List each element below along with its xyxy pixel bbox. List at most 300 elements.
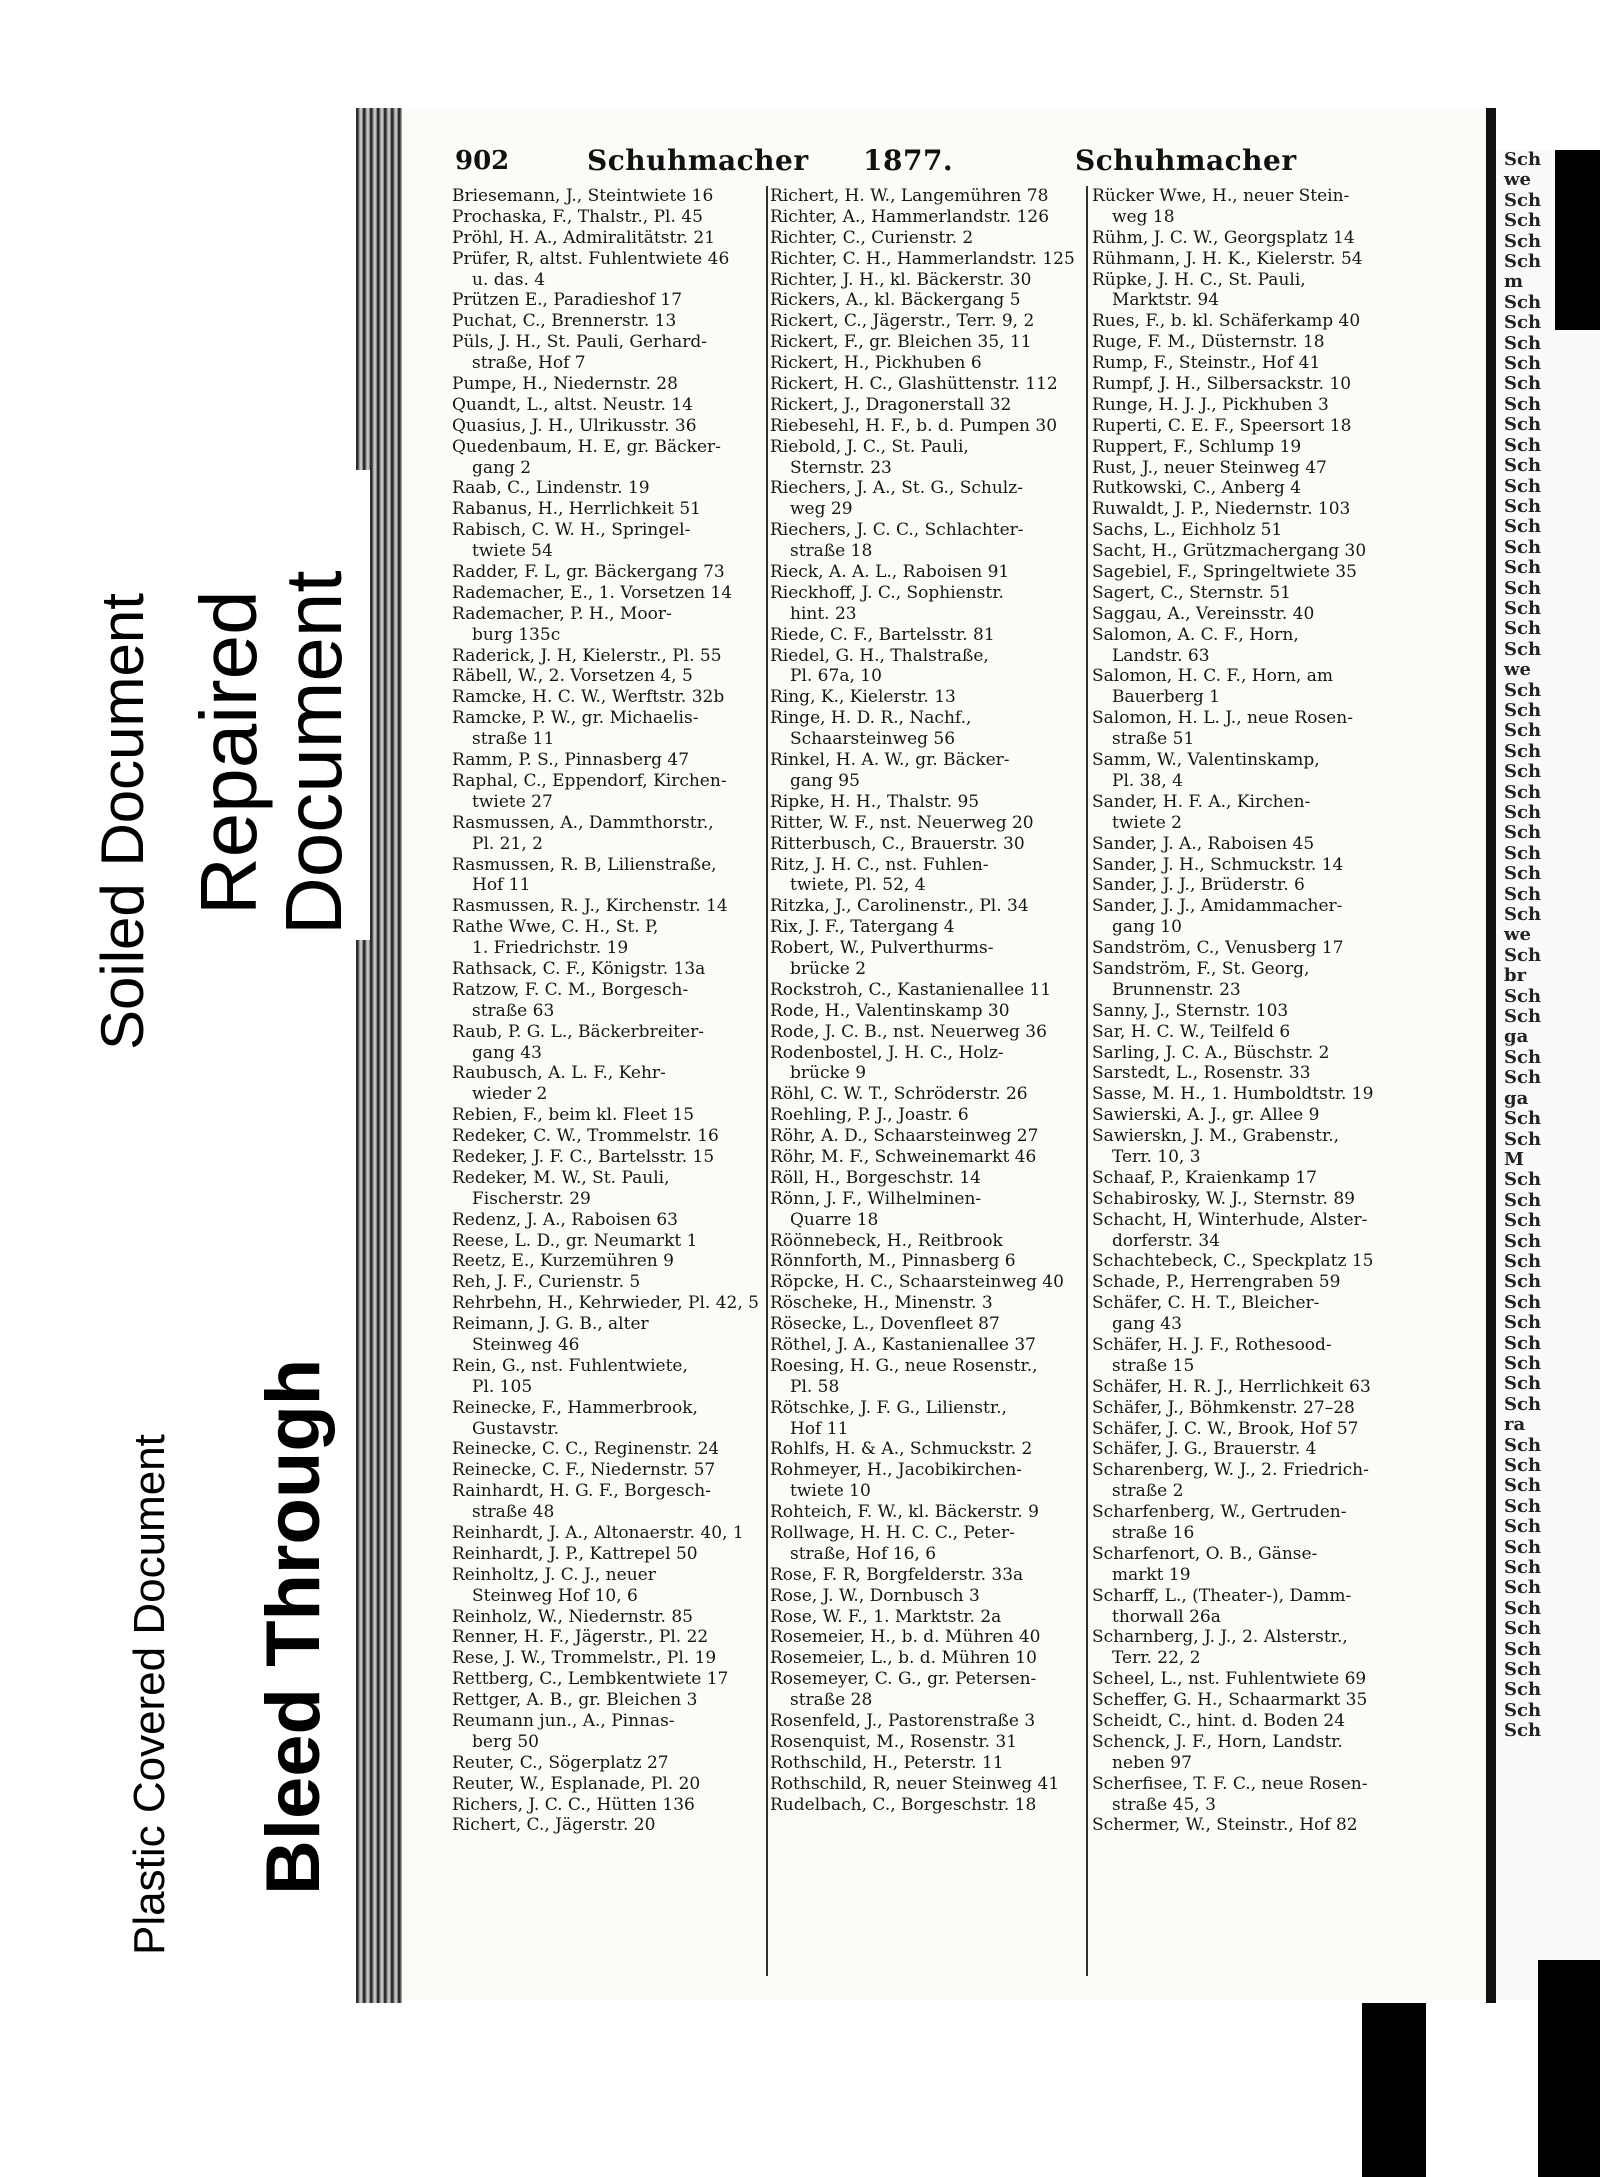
directory-entry: Sasse, M. H., 1. Humboldtstr. 19 — [1092, 1084, 1374, 1105]
next-page-fragment: M — [1504, 1148, 1524, 1170]
directory-entry: Rust, J., neuer Steinweg 47 — [1092, 457, 1327, 478]
directory-entry: Rickert, F., gr. Bleichen 35, 11 — [770, 332, 1032, 353]
black-tab-bottom-right — [1538, 1960, 1600, 2177]
directory-entry: Raphal, C., Eppendorf, Kirchen- — [452, 770, 727, 791]
directory-entry: Röhr, M. F., Schweinemarkt 46 — [770, 1146, 1037, 1167]
directory-entry: Salomon, A. C. F., Horn, — [1092, 624, 1299, 645]
directory-entry: Ritz, J. H. C., nst. Fuhlen- — [770, 854, 989, 875]
directory-entry: Rickert, H. C., Glashüttenstr. 112 — [770, 374, 1058, 395]
next-page-fragment: Sch — [1504, 1577, 1542, 1599]
directory-entry: Schäfer, J. G., Brauerstr. 4 — [1092, 1439, 1317, 1460]
directory-entry: Sagebiel, F., Springeltwiete 35 — [1092, 562, 1357, 583]
directory-entry: gang 95 — [790, 770, 860, 791]
directory-entry: Scharenberg, W. J., 2. Friedrich- — [1092, 1460, 1369, 1481]
directory-entry: Rockstroh, C., Kastanienallee 11 — [770, 979, 1052, 1000]
directory-entry: Rinkel, H. A. W., gr. Bäcker- — [770, 750, 1010, 771]
next-page-fragment: Sch — [1504, 1352, 1542, 1374]
directory-entry: Rodenbostel, J. H. C., Holz- — [770, 1042, 1004, 1063]
directory-entry: Scharfenort, O. B., Gänse- — [1092, 1543, 1318, 1564]
next-page-fragment: Sch — [1504, 1434, 1542, 1456]
next-page-fragment: Sch — [1504, 516, 1542, 538]
directory-entry: Terr. 22, 2 — [1112, 1648, 1201, 1669]
directory-entry: Schachtebeck, C., Speckplatz 15 — [1092, 1251, 1374, 1272]
directory-entry: Samm, W., Valentinskamp, — [1092, 750, 1320, 771]
directory-entry: Rothschild, H., Peterstr. 11 — [770, 1752, 1004, 1773]
directory-entry: burg 135c — [472, 624, 561, 645]
directory-entry: Pumpe, H., Niedernstr. 28 — [452, 374, 678, 395]
directory-entry: Schabirosky, W. J., Sternstr. 89 — [1092, 1188, 1355, 1209]
next-page-fragment: ga — [1504, 1087, 1529, 1109]
directory-entry: Sacht, H., Grützmachergang 30 — [1092, 541, 1367, 562]
directory-entry: twiete, Pl. 52, 4 — [790, 875, 926, 896]
directory-entry: Räbell, W., 2. Vorsetzen 4, 5 — [452, 666, 693, 687]
next-page-fragment: Sch — [1504, 1638, 1542, 1660]
directory-entry: Riechers, J. C. C., Schlachter- — [770, 520, 1024, 541]
directory-entry: Ramcke, P. W., gr. Michaelis- — [452, 708, 699, 729]
directory-entry: Sar, H. C. W., Teilfeld 6 — [1092, 1021, 1291, 1042]
next-page-fragment: Sch — [1504, 638, 1542, 660]
directory-entry: Rathsack, C. F., Königstr. 13a — [452, 958, 706, 979]
next-page-fragment: Sch — [1504, 312, 1542, 334]
directory-entry: Rose, W. F., 1. Marktstr. 2a — [770, 1606, 1002, 1627]
directory-entry: Briesemann, J., Steintwiete 16 — [452, 186, 714, 206]
directory-entry: Ritzka, J., Carolinenstr., Pl. 34 — [770, 896, 1029, 917]
directory-entry: Terr. 10, 3 — [1112, 1146, 1201, 1167]
black-tab-top — [1555, 150, 1600, 330]
directory-entry: Rebien, F., beim kl. Fleet 15 — [452, 1105, 695, 1126]
next-page-fragment: ra — [1504, 1414, 1526, 1436]
directory-entry: Puchat, C., Brennerstr. 13 — [452, 311, 677, 332]
directory-entry: Reumann jun., A., Pinnas- — [452, 1711, 675, 1732]
directory-entry: Ripke, H. H., Thalstr. 95 — [770, 791, 980, 812]
next-page-fragment: we — [1504, 659, 1531, 681]
next-page-fragment: Sch — [1504, 944, 1542, 966]
directory-entry: Riebesehl, H. F., b. d. Pumpen 30 — [770, 415, 1058, 436]
directory-entry: Sachs, L., Eichholz 51 — [1092, 520, 1283, 541]
next-page-fragment: Sch — [1504, 414, 1542, 436]
next-page-fragment: Sch — [1504, 1312, 1542, 1334]
directory-entry: Steinweg 46 — [472, 1334, 580, 1355]
next-page-fragment: Sch — [1504, 373, 1542, 395]
directory-entry: Rönnforth, M., Pinnasberg 6 — [770, 1251, 1016, 1272]
directory-entry: Robert, W., Pulverthurms- — [770, 938, 994, 959]
next-page-fragment: Sch — [1504, 904, 1542, 926]
directory-entry: Reinecke, C. C., Reginenstr. 24 — [452, 1439, 720, 1460]
directory-entry: Röpcke, H. C., Schaarsteinweg 40 — [770, 1272, 1064, 1293]
directory-entry: Redeker, M. W., St. Pauli, — [452, 1167, 670, 1188]
directory-entry: Quasius, J. H., Ulrikusstr. 36 — [452, 415, 697, 436]
directory-entry: Rüpke, J. H. C., St. Pauli, — [1092, 269, 1306, 290]
next-page-fragment: Sch — [1504, 1699, 1542, 1721]
bleed-label: Bleed Through — [251, 1358, 336, 1895]
directory-entry: Rabanus, H., Herrlichkeit 51 — [452, 499, 701, 520]
directory-entry: Reimann, J. G. B., alter — [452, 1314, 649, 1335]
column-divider — [1086, 186, 1088, 1976]
directory-entry: Redenz, J. A., Raboisen 63 — [452, 1209, 678, 1230]
directory-entry: Schaaf, P., Kraienkamp 17 — [1092, 1167, 1317, 1188]
directory-entry: Sagert, C., Sternstr. 51 — [1092, 582, 1291, 603]
next-page-fragment: Sch — [1504, 1720, 1542, 1742]
directory-entry: Rues, F., b. kl. Schäferkamp 40 — [1092, 311, 1361, 332]
next-page-fragment: Sch — [1504, 699, 1542, 721]
directory-entry: Salomon, H. L. J., neue Rosen- — [1092, 708, 1353, 729]
next-page-fragment: Sch — [1504, 536, 1542, 558]
next-page-fragment: Sch — [1504, 577, 1542, 599]
directory-entry: Sandström, F., St. Georg, — [1092, 958, 1310, 979]
directory-entry: Rothschild, R, neuer Steinweg 41 — [770, 1773, 1060, 1794]
directory-entry: Röthel, J. A., Kastanienallee 37 — [770, 1334, 1036, 1355]
next-page-fragment: Sch — [1504, 781, 1542, 803]
next-page-fragment: Sch — [1504, 434, 1542, 456]
directory-entry: Riedel, G. H., Thalstraße, — [770, 645, 989, 666]
directory-entry: hint. 23 — [790, 603, 857, 624]
next-page-fragment: Sch — [1504, 332, 1542, 354]
directory-entry: gang 43 — [1112, 1314, 1182, 1335]
directory-entry: Reetz, E., Kurzemühren 9 — [452, 1251, 674, 1272]
directory-entry: Hof 11 — [472, 875, 531, 896]
next-page-fragment: Sch — [1504, 761, 1542, 783]
directory-entry: Rose, F. R, Borgfelderstr. 33a — [770, 1564, 1024, 1585]
directory-entry: Rudelbach, C., Borgeschstr. 18 — [770, 1794, 1037, 1815]
next-page-fragment: Sch — [1504, 1291, 1542, 1313]
next-page-fragment: Sch — [1504, 291, 1542, 313]
directory-entry: Richter, A., Hammerlandstr. 126 — [770, 206, 1050, 227]
directory-entry: Rieckhoff, J. C., Sophienstr. — [770, 582, 1004, 603]
plastic-label: Plastic Covered Document — [125, 1434, 174, 1955]
directory-entry: straße 15 — [1112, 1355, 1195, 1376]
directory-entry: straße 48 — [472, 1502, 555, 1523]
directory-entry: wieder 2 — [472, 1084, 548, 1105]
directory-entry: Pröhl, H. A., Admiralitätstr. 21 — [452, 227, 716, 248]
directory-entry: Rademacher, E., 1. Vorsetzen 14 — [452, 582, 733, 603]
directory-entry: Reuter, C., Sögerplatz 27 — [452, 1752, 669, 1773]
next-page-fragment: Sch — [1504, 1597, 1542, 1619]
next-page-fragment: Sch — [1504, 251, 1542, 273]
directory-entry: Bauerberg 1 — [1112, 687, 1220, 708]
directory-entry: straße 45, 3 — [1112, 1794, 1216, 1815]
next-page-fragment: Sch — [1504, 230, 1542, 252]
next-page-fragment: Sch — [1504, 353, 1542, 375]
directory-entry: Rickert, H., Pickhuben 6 — [770, 353, 982, 374]
directory-entry: Schermer, W., Steinstr., Hof 82 — [1092, 1815, 1358, 1836]
directory-entry: Pl. 38, 4 — [1112, 770, 1183, 791]
directory-entry: Scharnberg, J. J., 2. Alsterstr., — [1092, 1627, 1348, 1648]
directory-entry: Röhl, C. W. T., Schröderstr. 26 — [770, 1084, 1028, 1105]
directory-entry: Pl. 58 — [790, 1376, 840, 1397]
directory-entry: Reinholz, W., Niedernstr. 85 — [452, 1606, 693, 1627]
directory-entry: Sandström, C., Venusberg 17 — [1092, 938, 1344, 959]
next-page-fragment: Sch — [1504, 495, 1542, 517]
directory-entry: twiete 27 — [472, 791, 553, 812]
directory-entry: Reh, J. F., Curienstr. 5 — [452, 1272, 641, 1293]
next-page-edge — [1496, 150, 1600, 2000]
next-page-fragment: Sch — [1504, 1659, 1542, 1681]
next-page-fragment: Sch — [1504, 1455, 1542, 1476]
directory-entry: weg 18 — [1112, 206, 1175, 227]
directory-entry: straße 51 — [1112, 729, 1195, 750]
next-page-fragment: Sch — [1504, 597, 1542, 619]
directory-entry: Sander, H. F. A., Kirchen- — [1092, 791, 1311, 812]
directory-entry: Rese, J. W., Trommelstr., Pl. 19 — [452, 1648, 717, 1669]
next-page-fragment: Sch — [1504, 1271, 1542, 1293]
next-page-fragment: Sch — [1504, 393, 1542, 415]
directory-entry: Röönnebeck, H., Reitbrook — [770, 1230, 1003, 1251]
directory-entry: Sander, J. J., Amidammacher- — [1092, 896, 1343, 917]
directory-entry: Rickert, J., Dragonerstall 32 — [770, 394, 1012, 415]
directory-entry: Roesing, H. G., neue Rosenstr., — [770, 1355, 1038, 1376]
next-page-fragment: Sch — [1504, 679, 1542, 701]
directory-entry: Rücker Wwe, H., neuer Stein- — [1092, 186, 1350, 206]
next-page-fragment: Sch — [1504, 1475, 1542, 1497]
directory-entry: Quedenbaum, H. E, gr. Bäcker- — [452, 436, 721, 457]
directory-entry: Rathe Wwe, C. H., St. P, — [452, 917, 659, 938]
next-page-fragment: Sch — [1504, 1046, 1542, 1068]
directory-entry: straße 2 — [1112, 1481, 1184, 1502]
directory-entry: dorferstr. 34 — [1112, 1230, 1220, 1251]
next-page-fragment: Sch — [1504, 1230, 1542, 1252]
directory-column-1 — [452, 186, 770, 1836]
directory-entry: Sternstr. 23 — [790, 457, 892, 478]
next-page-fragment: Sch — [1504, 1210, 1542, 1232]
directory-entry: Riebold, J. C., St. Pauli, — [770, 436, 969, 457]
directory-entry: Schäfer, C. H. T., Bleicher- — [1092, 1293, 1320, 1314]
directory-entry: Raab, C., Lindenstr. 19 — [452, 478, 650, 499]
directory-entry: twiete 10 — [790, 1481, 871, 1502]
directory-entry: Ruperti, C. E. F., Speersort 18 — [1092, 415, 1352, 436]
directory-column-2 — [770, 186, 1080, 1815]
directory-entry: Scheffer, G. H., Schaarmarkt 35 — [1092, 1690, 1368, 1711]
directory-entry: Rasmussen, R. J., Kirchenstr. 14 — [452, 896, 728, 917]
directory-entry: Rode, H., Valentinskamp 30 — [770, 1000, 1010, 1021]
directory-entry: Scheel, L., nst. Fuhlentwiete 69 — [1092, 1669, 1367, 1690]
directory-entry: Schäfer, J. C. W., Brook, Hof 57 — [1092, 1418, 1359, 1439]
directory-entry: Pl. 105 — [472, 1376, 533, 1397]
directory-entry: Rix, J. F., Tatergang 4 — [770, 917, 955, 938]
directory-entry: Rabisch, C. W. H., Springel- — [452, 520, 691, 541]
directory-entry: Sarling, J. C. A., Büschstr. 2 — [1092, 1042, 1330, 1063]
directory-entry: u. das. 4 — [472, 269, 546, 290]
directory-entry: straße 16 — [1112, 1523, 1195, 1543]
directory-entry: Rickers, A., kl. Bäckergang 5 — [770, 290, 1021, 311]
next-page-fragment: Sch — [1504, 1250, 1542, 1272]
page-gutter — [1486, 108, 1496, 2003]
directory-entry: Sander, J. A., Raboisen 45 — [1092, 833, 1315, 854]
directory-entry: Schäfer, H. J. F., Rothesood- — [1092, 1334, 1332, 1355]
directory-entry: Roehling, P. J., Joastr. 6 — [770, 1105, 969, 1126]
directory-entry: Sander, J. J., Brüderstr. 6 — [1092, 875, 1305, 896]
directory-entry: brücke 2 — [790, 958, 867, 979]
directory-entry: Röscheke, H., Minenstr. 3 — [770, 1293, 993, 1314]
directory-entry: Sawierskn, J. M., Grabenstr., — [1092, 1126, 1340, 1147]
directory-entry: Püls, J. H., St. Pauli, Gerhard- — [452, 332, 708, 353]
directory-column-3 — [1092, 186, 1392, 1836]
directory-entry: Rötschke, J. F. G., Lilienstr., — [770, 1397, 1007, 1418]
directory-entry: Ritter, W. F., nst. Neuerweg 20 — [770, 812, 1034, 833]
directory-entry: Hof 11 — [790, 1418, 849, 1439]
next-page-fragment: ga — [1504, 1026, 1529, 1048]
next-page-fragment: Sch — [1504, 863, 1542, 885]
directory-entry: Reinholtz, J. C. J., neuer — [452, 1564, 656, 1585]
directory-entry: Richter, J. H., kl. Bäckerstr. 30 — [770, 269, 1032, 290]
directory-entry: Sarstedt, L., Rosenstr. 33 — [1092, 1063, 1311, 1084]
directory-entry: Reuter, W., Esplanade, Pl. 20 — [452, 1773, 701, 1794]
next-page-fragment: Sch — [1504, 1516, 1542, 1538]
next-page-fragment: Sch — [1504, 557, 1542, 579]
directory-entry: Landstr. 63 — [1112, 645, 1210, 666]
directory-entry: straße 28 — [790, 1690, 873, 1711]
directory-entry: twiete 2 — [1112, 812, 1182, 833]
directory-entry: Saggau, A., Vereinsstr. 40 — [1092, 603, 1315, 624]
directory-entry: straße 18 — [790, 541, 873, 562]
directory-entry: Rose, J. W., Dornbusch 3 — [770, 1585, 980, 1606]
year: 1877. — [863, 144, 954, 177]
next-page-fragment: Sch — [1504, 985, 1542, 1007]
directory-entry: Rosemeier, L., b. d. Mühren 10 — [770, 1648, 1037, 1669]
directory-entry: Radder, F. L, gr. Bäckergang 73 — [452, 562, 725, 583]
next-page-fragment: Sch — [1504, 1557, 1542, 1579]
repaired-label-line2: Document — [269, 570, 358, 935]
next-page-fragment: Sch — [1504, 822, 1542, 844]
directory-entry: Richter, C., Curienstr. 2 — [770, 227, 974, 248]
directory-entry: Rutkowski, C., Anberg 4 — [1092, 478, 1301, 499]
directory-entry: Scharff, L., (Theater-), Damm- — [1092, 1585, 1352, 1606]
directory-entry: thorwall 26a — [1112, 1606, 1221, 1627]
directory-entry: Ring, K., Kielerstr. 13 — [770, 687, 956, 708]
directory-entry: Sander, J. H., Schmuckstr. 14 — [1092, 854, 1344, 875]
directory-entry: Reinecke, F., Hammerbrook, — [452, 1397, 698, 1418]
next-page-fragment: Sch — [1504, 740, 1542, 762]
directory-entry: Reinhardt, J. A., Altonaerstr. 40, 1 — [452, 1523, 744, 1543]
directory-entry: Sawierski, A. J., gr. Allee 9 — [1092, 1105, 1320, 1126]
directory-entry: berg 50 — [472, 1731, 539, 1752]
directory-entry: Ruge, F. M., Düsternstr. 18 — [1092, 332, 1325, 353]
next-page-fragment: Sch — [1504, 1618, 1542, 1640]
directory-entry: Ruppert, F., Schlump 19 — [1092, 436, 1302, 457]
directory-entry: Schäfer, J., Böhmkenstr. 27–28 — [1092, 1397, 1355, 1418]
directory-entry: Pl. 67a, 10 — [790, 666, 882, 687]
column-divider — [766, 186, 768, 1976]
directory-entry: gang 2 — [472, 457, 532, 478]
directory-entry: Schaarsteinweg 56 — [790, 729, 956, 750]
next-page-fragment: Sch — [1504, 1679, 1542, 1701]
directory-entry: Salomon, H. C. F., Horn, am — [1092, 666, 1333, 687]
next-page-fragment: Sch — [1504, 189, 1542, 211]
directory-entry: markt 19 — [1112, 1564, 1191, 1585]
directory-entry: Scharfenberg, W., Gertruden- — [1092, 1502, 1347, 1523]
directory-entry: Ruwaldt, J. P., Niedernstr. 103 — [1092, 499, 1351, 520]
directory-entry: Riede, C. F., Bartelsstr. 81 — [770, 624, 995, 645]
directory-entry: Rein, G., nst. Fuhlentwiete, — [452, 1355, 688, 1376]
directory-entry: Schäfer, H. R. J., Herrlichkeit 63 — [1092, 1376, 1371, 1397]
directory-entry: Rettberg, C., Lembkentwiete 17 — [452, 1669, 729, 1690]
directory-entry: straße 63 — [472, 1000, 555, 1021]
next-page-fragment: Sch — [1504, 1495, 1542, 1517]
next-page-fragment: Sch — [1504, 210, 1542, 232]
repaired-label-line1: Repaired — [184, 590, 273, 915]
directory-entry: Quarre 18 — [790, 1209, 879, 1230]
soiled-label: Soiled Document — [89, 593, 156, 1050]
directory-entry: Scheidt, C., hint. d. Boden 24 — [1092, 1711, 1346, 1732]
directory-entry: Reinhardt, J. P., Kattrepel 50 — [452, 1543, 698, 1564]
directory-entry: Röll, H., Borgeschstr. 14 — [770, 1167, 981, 1188]
directory-entry: Rühmann, J. H. K., Kielerstr. 54 — [1092, 248, 1363, 269]
directory-entry: Rumpf, J. H., Silbersackstr. 10 — [1092, 374, 1352, 395]
directory-entry: gang 43 — [472, 1042, 542, 1063]
directory-entry: Rieck, A. A. L., Raboisen 91 — [770, 562, 1010, 583]
directory-entry: Richert, H. W., Langemühren 78 — [770, 186, 1049, 206]
directory-entry: Renner, H. F., Jägerstr., Pl. 22 — [452, 1627, 709, 1648]
directory-entry: Rosemeyer, C. G., gr. Petersen- — [770, 1669, 1037, 1690]
directory-entry: Raubusch, A. L. F., Kehr- — [452, 1063, 666, 1084]
directory-entry: Reinecke, C. F., Niedernstr. 57 — [452, 1460, 716, 1481]
directory-entry: Rohteich, F. W., kl. Bäckerstr. 9 — [770, 1502, 1039, 1523]
next-page-fragment: Sch — [1504, 1373, 1542, 1395]
directory-entry: Rosenquist, M., Rosenstr. 31 — [770, 1731, 1018, 1752]
directory-entry: Ratzow, F. C. M., Borgesch- — [452, 979, 689, 1000]
directory-entry: gang 10 — [1112, 917, 1182, 938]
next-page-fragment: Sch — [1504, 1189, 1542, 1211]
directory-entry: Marktstr. 94 — [1112, 290, 1220, 311]
directory-entry: Sanny, J., Sternstr. 103 — [1092, 1000, 1289, 1021]
directory-entry: Ramcke, H. C. W., Werftstr. 32b — [452, 687, 725, 708]
directory-entry: 1. Friedrichstr. 19 — [472, 938, 629, 959]
directory-entry: Rode, J. C. B., nst. Neuerweg 36 — [770, 1021, 1047, 1042]
directory-entry: Raub, P. G. L., Bäckerbreiter- — [452, 1021, 704, 1042]
directory-entry: Pl. 21, 2 — [472, 833, 543, 854]
directory-entry: Rasmussen, R. B, Lilienstraße, — [452, 854, 717, 875]
directory-entry: Rehrbehn, H., Kehrwieder, Pl. 42, 5 — [452, 1293, 759, 1314]
directory-entry: Raderick, J. H, Kielerstr., Pl. 55 — [452, 645, 722, 666]
directory-entry: Reese, L. D., gr. Neumarkt 1 — [452, 1230, 698, 1251]
directory-entry: Richert, C., Jägerstr. 20 — [452, 1815, 656, 1836]
next-page-fragment: we — [1504, 924, 1531, 946]
next-page-fragment: Sch — [1504, 1393, 1542, 1415]
next-page-fragment: m — [1504, 271, 1524, 293]
directory-entry: Rühm, J. C. W., Georgsplatz 14 — [1092, 227, 1355, 248]
directory-entry: straße 11 — [472, 729, 555, 750]
directory-entry: Ramm, P. S., Pinnasberg 47 — [452, 750, 690, 771]
directory-entry: Rosenfeld, J., Pastorenstraße 3 — [770, 1711, 1036, 1732]
directory-entry: Schade, P., Herrengraben 59 — [1092, 1272, 1341, 1293]
directory-entry: Gustavstr. — [472, 1418, 560, 1439]
directory-entry: Richter, C. H., Hammerlandstr. 125 — [770, 248, 1075, 269]
next-page-fragment: Sch — [1504, 1067, 1542, 1089]
next-page-fragment: Sch — [1504, 150, 1542, 170]
next-page-fragment: Sch — [1504, 802, 1542, 823]
directory-entry: twiete 54 — [472, 541, 553, 562]
directory-entry: Rump, F., Steinstr., Hof 41 — [1092, 353, 1321, 374]
directory-entry: Rasmussen, A., Dammthorstr., — [452, 812, 714, 833]
next-page-fragment: Sch — [1504, 475, 1542, 497]
directory-entry: Schenck, J. F., Horn, Landstr. — [1092, 1731, 1343, 1752]
directory-entry: Ringe, H. D. R., Nachf., — [770, 708, 972, 729]
directory-entry: Prützen E., Paradieshof 17 — [452, 290, 683, 311]
next-page-fragment: we — [1504, 169, 1531, 191]
directory-entry: Redeker, C. W., Trommelstr. 16 — [452, 1126, 719, 1147]
directory-entry: Röhr, A. D., Schaarsteinweg 27 — [770, 1126, 1039, 1147]
next-page-fragment: Sch — [1504, 1128, 1542, 1150]
directory-entry: Rainhardt, H. G. F., Borgesch- — [452, 1481, 711, 1502]
directory-entry: Riechers, J. A., St. G., Schulz- — [770, 478, 1023, 499]
next-page-fragment: Sch — [1504, 1006, 1542, 1028]
directory-entry: weg 29 — [790, 499, 853, 520]
running-header — [455, 140, 1297, 180]
book-spine — [356, 108, 402, 2003]
directory-entry: Ritterbusch, C., Brauerstr. 30 — [770, 833, 1025, 854]
directory-entry: Rönn, J. F., Wilhelminen- — [770, 1188, 982, 1209]
left-title: Schuhmacher — [587, 144, 809, 177]
next-page-fragment: Sch — [1504, 1332, 1542, 1354]
